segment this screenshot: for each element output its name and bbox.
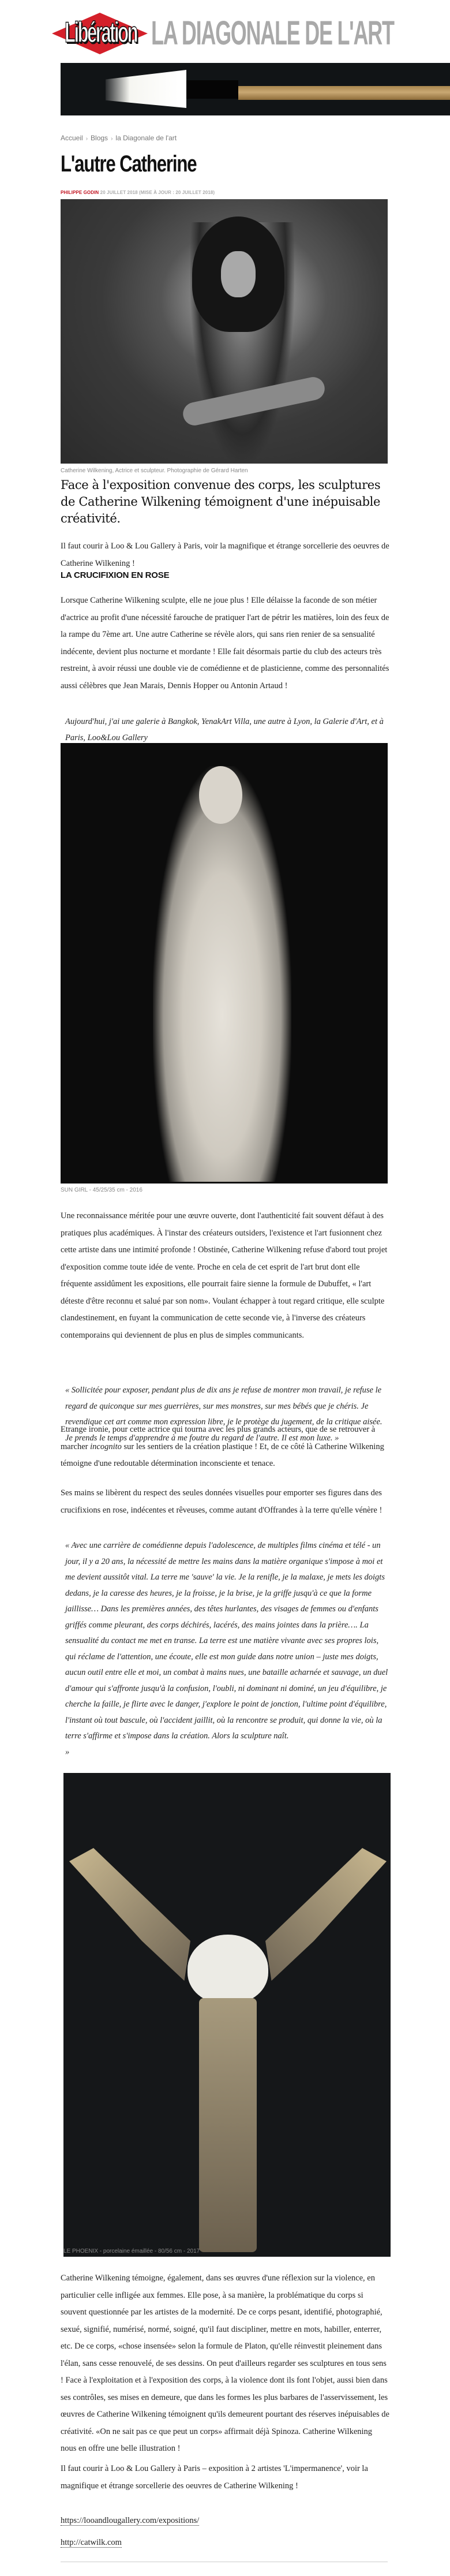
author-link[interactable]: PHILIPPE GODIN bbox=[61, 190, 99, 195]
site-header bbox=[51, 10, 450, 57]
intro-paragraph: Il faut courir à Loo & Lou Gallery à Paris, voir la magnifique et étrange sorcellerie des oeuvres de Catherine Wilkening ! bbox=[61, 542, 389, 568]
photo-caption: SUN GIRL - 45/25/35 cm - 2016 bbox=[61, 1187, 142, 1193]
brand-name: Libération bbox=[65, 16, 137, 48]
quote-close: » bbox=[65, 1747, 70, 1757]
text: Etrange ironie, pour cette actrice qui tourna avec les plus grands acteurs, que de se retrouver à marcher bbox=[61, 1425, 376, 1451]
statue-head bbox=[199, 766, 242, 824]
chevron-right-icon: › bbox=[111, 136, 113, 142]
brush-hair bbox=[106, 70, 186, 108]
body-paragraph: Lorsque Catherine Wilkening sculpte, elle ne joue plus ! Elle délaisse la faconde de son métier d'actrice au profit d'une nécessité farouche de pratiquer l'art de pétrir les matières, loin des feux de la rampe du 7ème art. Une autre Catherine se révèle alors, qui sans rien renier de sa sensualité indécente, devient plus nocturne et mordante ! Elle fait désormais partie du club des acteurs très restreint, à avoir réussi une double vie de comédienne et de plasticienne, comme des personnalités aussi célèbres que Jean Marais, Dennis Hopper ou Antonin Artaud ! bbox=[61, 596, 389, 690]
page-title: L'autre Catherine bbox=[61, 151, 197, 177]
wing-right bbox=[265, 1848, 387, 1981]
body-paragraph: Ses mains se libèrent du respect des seules données visuelles pour emporter ses figures dans des crucifixions en rose, indécentes et rêveuses, comme autant d'Offrandes à la terre qu'elle vénère ! bbox=[61, 1488, 382, 1515]
brush-handle bbox=[238, 86, 450, 100]
liberation-logo[interactable] bbox=[51, 12, 149, 55]
link-paragraph bbox=[61, 2534, 389, 2552]
breadcrumb-blogs[interactable]: Blogs bbox=[91, 134, 108, 142]
breadcrumb bbox=[61, 134, 389, 142]
blog-name[interactable]: LA DIAGONALE DE L'ART bbox=[151, 14, 394, 52]
pull-quote bbox=[65, 1538, 391, 1760]
brush-ferrule bbox=[186, 80, 238, 99]
link-paragraph bbox=[61, 2512, 389, 2530]
bird-body bbox=[199, 1998, 257, 2252]
artist-website-link[interactable]: http://catwilk.com bbox=[61, 2538, 122, 2547]
portrait-face bbox=[221, 251, 256, 297]
text: sur les sentiers de la création plastique ! Et, de ce côté là Catherine Wilkening témoigne d'une redoutable détermination inconsciente et tenace. bbox=[61, 1442, 384, 1468]
section-heading: LA CRUCIFIXION EN ROSE bbox=[61, 570, 170, 580]
breadcrumb-home[interactable]: Accueil bbox=[61, 134, 83, 142]
publish-date: 20 JUILLET 2018 (MISE À JOUR : 20 JUILLET 2018) bbox=[100, 190, 215, 195]
italic-text: incognito bbox=[90, 1442, 122, 1451]
photo-caption: LE PHOENIX - porcelaine émaillée - 80/56 cm - 2017 bbox=[63, 2248, 200, 2254]
pull-quote: Aujourd'hui, j'ai une galerie à Bangkok, YenakArt Villa, une autre à Lyon, la Galerie d'Art, et à Paris, Loo&Lou Gallery bbox=[65, 717, 384, 742]
gallery-link[interactable]: https://looandlougallery.com/expositions/ bbox=[61, 2516, 200, 2525]
body-paragraph: Une reconnaissance méritée pour une œuvre ouverte, dont l'authenticité fait souvent défaut à des pratiques plus académiques. À l'instar des créateurs outsiders, l'existence et l'art fusionnent chez cette artiste dans une intimité profonde ! Obstinée, Catherine Wilkening refuse d'abord tout projet d'exposition comme toute idée de vente. Proche en cela de cet esprit de l'art brut dont elle fréquente assidûment les expositions, elle pourrait faire sienne la formule de Dubuffet, « l'art déteste d'être reconnu et salué par son nom». Voulant échapper à tout regard critique, elle sculpte clandestinement, en fuyant la communication de cette seconde vie, à l'inverse des créateurs contemporains qui deviennent de plus en plus de simples communicants. bbox=[61, 1211, 388, 1340]
article-lead: Face à l'exposition convenue des corps, les sculptures de Catherine Wilkening témoignent d'une inépuisable créativité. bbox=[61, 478, 381, 525]
body-paragraph bbox=[61, 1421, 389, 1473]
header-banner-image bbox=[61, 63, 450, 115]
photo-caption: Catherine Wilkening, Actrice et sculpteur. Photographie de Gérard Harten bbox=[61, 468, 248, 474]
bird-head bbox=[187, 1935, 268, 2004]
wing-left bbox=[69, 1848, 190, 1981]
body-paragraph: Catherine Wilkening témoigne, également, dans ses œuvres d'une réflexion sur la violence, en particulier celle infligée aux femmes. Elle pose, à sa manière, la problématique du corps si souvent questionnée par les artistes de la modernité. De ce corps pesant, identifié, photographié, sexué, signifié, numérisé, normé, soigné, qu'il faut discipliner, mettre en mots, habiller, enterrer, etc. De ce corps, «chose insensée» selon la formule de Platon, qu'elle réinvestit pleinement dans l'élan, sans cesse renouvelé, de ses dessins. On peut d'ailleurs regarder ses sculptures en tous sens ! Face à l'exploitation et à l'exposition des corps, à la violence dont ils font l'objet, aussi bien dans ses contrôles, ses mises en demeure, que dans les formes les plus barbares de l'asservissement, les œuvres de Catherine Wilkening témoignent qu'ils demeurent pourtant des réserves inépuisables de créativité. «On ne sait pas ce que peut un corps» affirmait déjà Spinoza. Catherine Wilkening nous en offre une belle illustration ! bbox=[61, 2273, 389, 2453]
statue-body bbox=[153, 766, 291, 1182]
pull-quote: « Sollicitée pour exposer, pendant plus de dix ans je refuse de montrer mon travail, je refuse le regard de quiconque sur mes guerrières, sur mes monstres, sur mes bébés que je chéris. Je revendique cet art comme mon expression libre, je le protège du jugement, de la critique aisée. Je prends le temps d'apprendre à me foutre du regard de l'autre. Il est mon luxe. » bbox=[65, 1386, 382, 1443]
phoenix-sculpture-photo bbox=[63, 1773, 391, 2257]
body-paragraph: Il faut courir à Loo & Lou Gallery à Paris – exposition à 2 artistes 'L'impermanence', voir la magnifique et étrange sorcellerie des oeuvres de Catherine Wilkening ! bbox=[61, 2464, 368, 2491]
chevron-right-icon: › bbox=[85, 136, 88, 142]
byline bbox=[61, 190, 389, 195]
portrait-photo bbox=[61, 199, 388, 464]
breadcrumb-blog[interactable]: la Diagonale de l'art bbox=[115, 134, 177, 142]
quote-text: « Avec une carrière de comédienne depuis l'adolescence, de multiples films cinéma et télé - un jour, il y a 20 ans, la nécessité de mettre les mains dans la matière organique s'impose à moi et me devient aussitôt vital. La terre me 'sauve' la vie. Je la renifle, je la malaxe, je mets les doigts dedans, je la caresse des heures, je la froisse, je la brise, je la griffe jusqu'à ce que la forme jaillisse… Dans les premières années, des têtes hurlantes, des visages de femmes ou d'enfants griffés comme pleurant, des corps déchirés, lacérés, des mains jointes dans la prière…. La sensualité du contact me met en transe. La terre est une matière vivante avec ses propres lois, qui réclame de l'attention, une écoute, elle est mon guide dans notre union – juste mes doigts, aucun outil entre elle et moi, un combat à mains nues, une bataille acharnée et sauvage, un duel d'amour qui s'affronte jusqu'à la confusion, l'oubli, ni dominant ni dominé, un jeu d'équilibre, je cherche la faille, je flirte avec le danger, j'explore le point de jonction, l'ultime point d'équilibre, l'instant où tout bascule, où l'accident jaillit, où la rencontre se produit, qui donne la vie, où la terre s'affirme et s'impose dans la création. Alors la sculpture naît. bbox=[65, 1541, 388, 1741]
sun-girl-sculpture-photo bbox=[61, 743, 388, 1184]
